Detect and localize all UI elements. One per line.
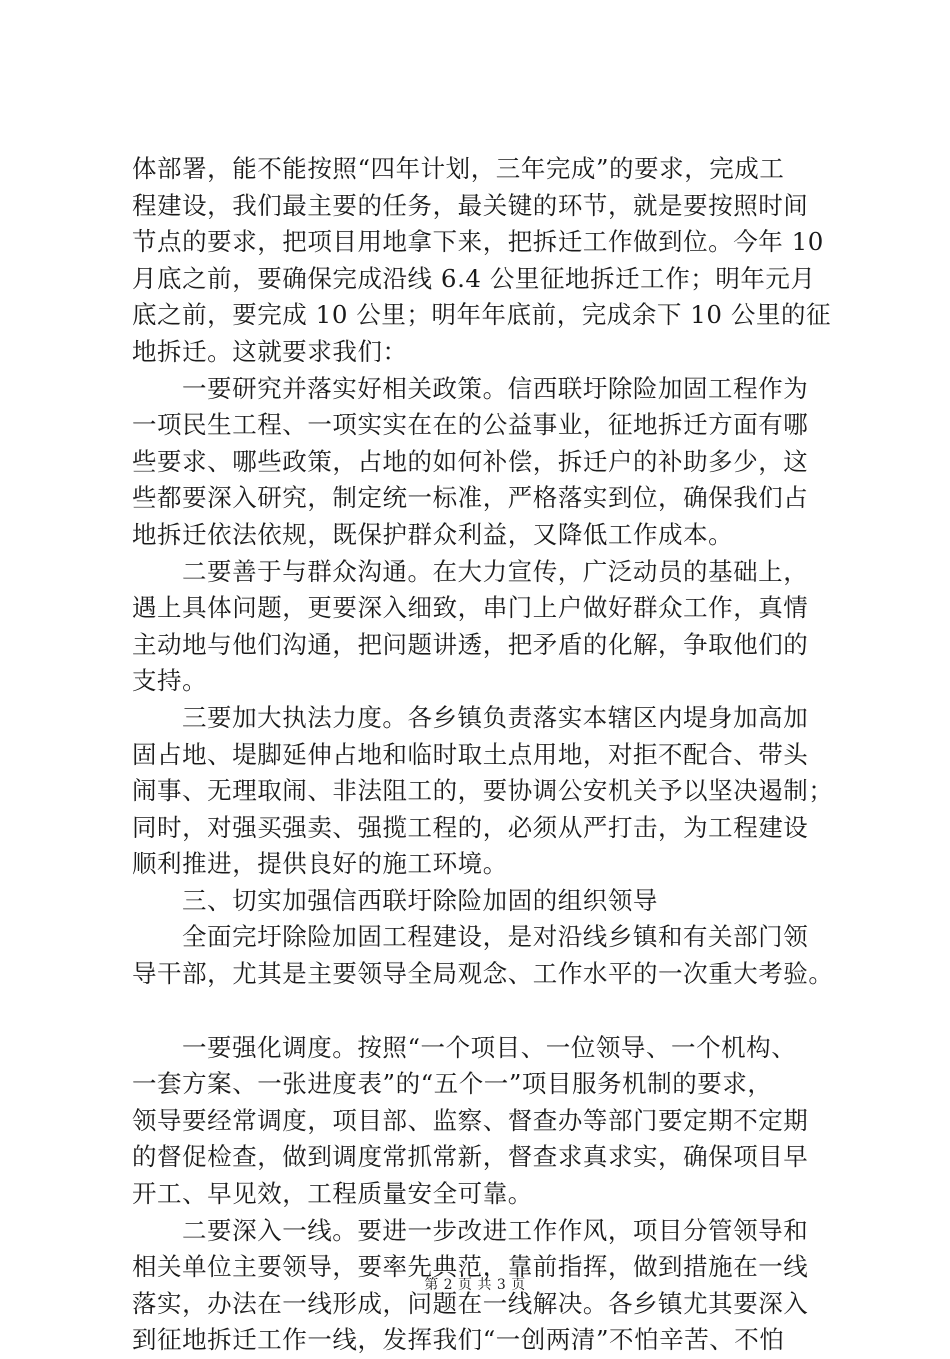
- text-line: 程建设，我们最主要的任务，最关键的环节，就是要按照时间: [132, 190, 809, 220]
- text-line: 闹事、无理取闹、非法阻工的，要协调公安机关予以坚决遏制；: [132, 776, 834, 806]
- text-line: 固占地、堤脚延伸占地和临时取土点用地，对拒不配合、带头: [132, 739, 809, 769]
- page-number: 第 2 页 共 3 页: [424, 1277, 526, 1293]
- paragraph-start: 全面完圩除险加固工程建设，是对沿线乡镇和有关部门领: [182, 922, 809, 952]
- text-line: 支持。: [132, 666, 208, 696]
- text-line: 地拆迁。这就要求我们：: [132, 336, 408, 366]
- section-heading: 三、切实加强信西联圩除险加固的组织领导: [182, 885, 658, 915]
- text-line: 体部署，能不能按照“四年计划，三年完成”的要求，完成工: [132, 154, 785, 183]
- text-line: 导干部，尤其是主要领导全局观念、工作水平的一次重大考验。: [132, 959, 834, 989]
- text-line: 遇上具体问题，更要深入细致，串门上户做好群众工作，真情: [132, 593, 809, 623]
- text-line: 些要求、哪些政策，占地的如何补偿，拆迁户的补助多少，这: [132, 446, 809, 476]
- text-line: 领导要经常调度，项目部、监察、督查办等部门要定期不定期: [132, 1105, 809, 1135]
- text-line: 到征地拆迁工作一线，发挥我们“一创两清”不怕辛苦、不怕: [132, 1325, 785, 1355]
- paragraph-start: 一要研究并落实好相关政策。信西联圩除险加固工程作为: [182, 373, 809, 403]
- text-line: 落实，办法在一线形成，问题在一线解决。各乡镇尤其要深入: [132, 1288, 809, 1318]
- text-line: 开工、早见效，工程质量安全可靠。: [132, 1179, 533, 1209]
- text-line: 一套方案、一张进度表”的“五个一”项目服务机制的要求，: [132, 1069, 773, 1099]
- text-line: 一项民生工程、一项实实在在的公益事业，征地拆迁方面有哪: [132, 410, 809, 440]
- text-line: 顺利推进，提供良好的施工环境。: [132, 849, 508, 879]
- paragraph-start: 二要善于与群众沟通。在大力宣传，广泛动员的基础上，: [182, 556, 809, 586]
- text-line: 的督促检查，做到调度常抓常新，督查求真求实，确保项目早: [132, 1142, 809, 1172]
- text-line: 节点的要求，把项目用地拿下来，把拆迁工作做到位。今年 10: [132, 227, 824, 257]
- page-footer: [0, 1276, 950, 1294]
- blank-line: [132, 993, 832, 1030]
- text-line: 底之前，要完成 10 公里；明年年底前，完成余下 10 公里的征: [132, 300, 832, 330]
- document-body: [132, 151, 832, 1359]
- paragraph-start: 一要强化调度。按照“一个项目、一位领导、一个机构、: [182, 1032, 797, 1062]
- text-line: 同时，对强买强卖、强揽工程的，必须从严打击，为工程建设: [132, 812, 809, 842]
- text-line: 地拆迁依法依规，既保护群众利益，又降低工作成本。: [132, 519, 734, 549]
- text-line: 主动地与他们沟通，把问题讲透，把矛盾的化解，争取他们的: [132, 629, 809, 659]
- paragraph-start: 二要深入一线。要进一步改进工作作风，项目分管领导和: [182, 1215, 809, 1245]
- text-line: 些都要深入研究，制定统一标准，严格落实到位，确保我们占: [132, 483, 809, 513]
- paragraph-start: 三要加大执法力度。各乡镇负责落实本辖区内堤身加高加: [182, 702, 809, 732]
- text-line: 相关单位主要领导，要率先典范，靠前指挥，做到措施在一线: [132, 1252, 809, 1282]
- text-line: 月底之前，要确保完成沿线 6.4 公里征地拆迁工作；明年元月: [132, 263, 816, 293]
